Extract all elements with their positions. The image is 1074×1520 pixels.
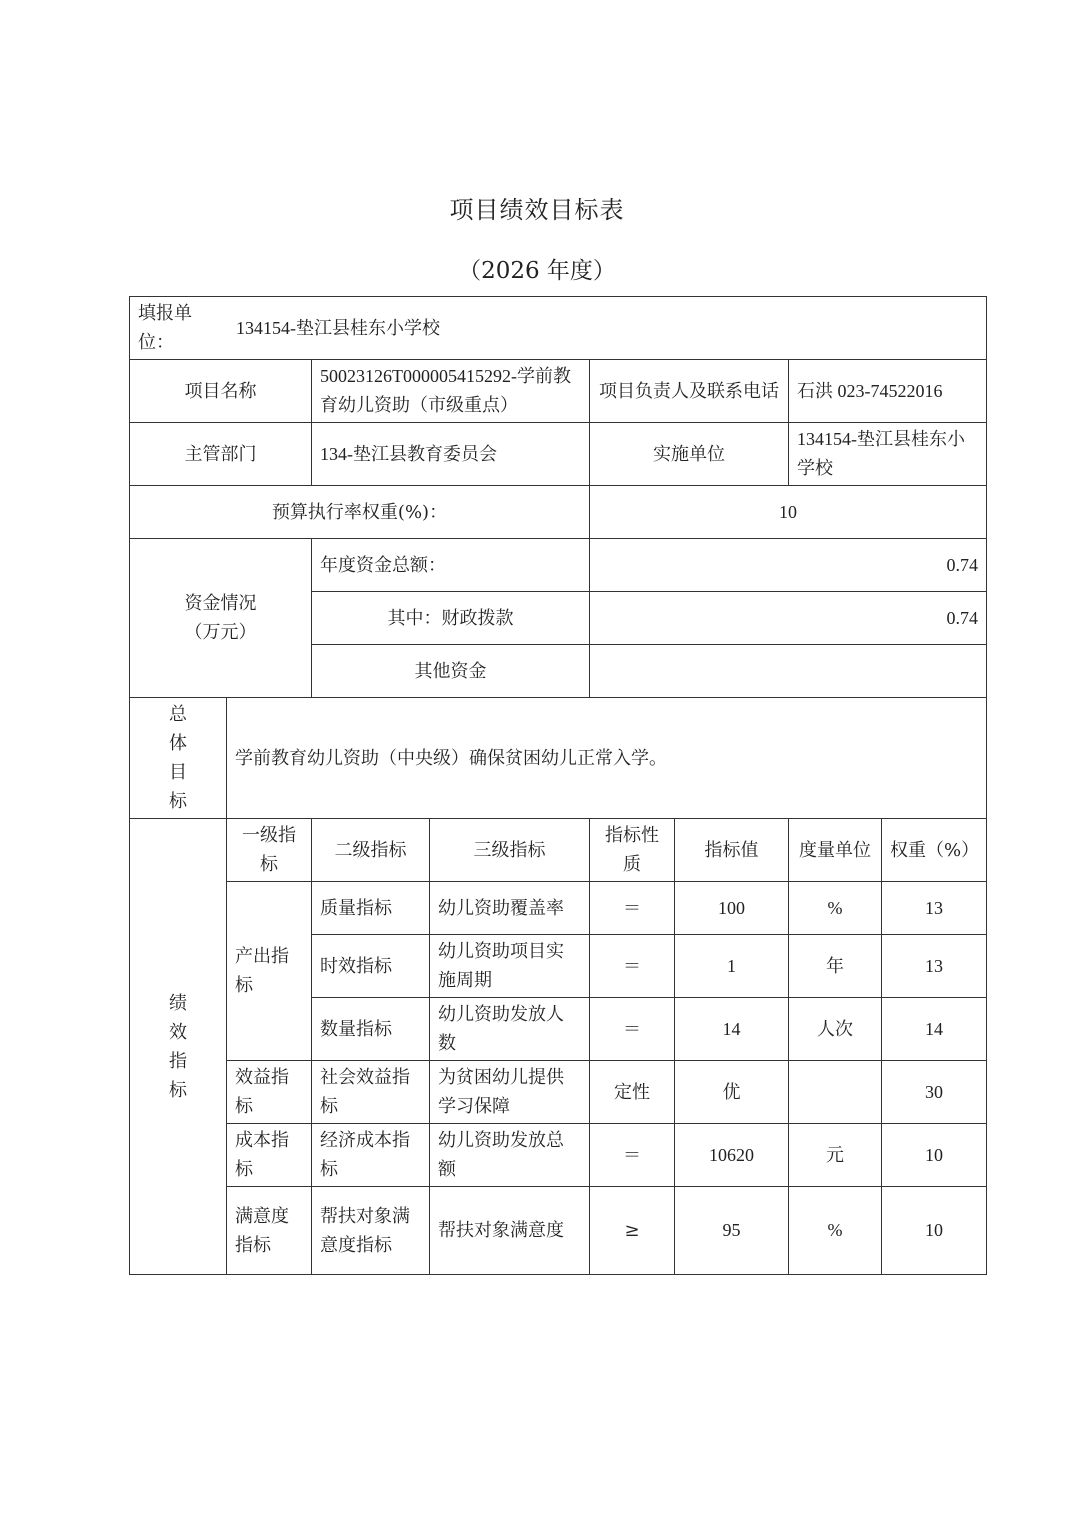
row-weight: 13 — [882, 882, 987, 935]
overall-goal-value: 学前教育幼儿资助（中央级）确保贫困幼儿正常入学。 — [227, 698, 987, 819]
funds-other-value — [590, 645, 987, 698]
header-weight: 权重（%） — [882, 819, 987, 882]
row-level3: 幼儿资助覆盖率 — [430, 882, 590, 935]
row-level2: 帮扶对象满意度指标 — [312, 1187, 430, 1275]
row-level1: 效益指标 — [227, 1061, 312, 1124]
project-name-value: 50023126T000005415292-学前教育幼儿资助（市级重点） — [312, 360, 590, 423]
row-weight: 10 — [882, 1187, 987, 1275]
implementing-unit-value: 134154-垫江县桂东小学校 — [789, 423, 987, 486]
row-value: 100 — [675, 882, 789, 935]
project-leader-value: 石洪 023-74522016 — [789, 360, 987, 423]
overall-goal-label — [130, 698, 227, 819]
header-nature: 指标性质 — [590, 819, 675, 882]
row-department — [130, 423, 987, 486]
row-unit: 元 — [789, 1124, 882, 1187]
funds-other-label: 其他资金 — [312, 645, 590, 698]
page-title: 项目绩效目标表 — [449, 196, 625, 224]
row-level2: 经济成本指标 — [312, 1124, 430, 1187]
table-row — [130, 882, 987, 935]
funds-label-text: 资金情况（万元） — [184, 593, 257, 643]
table-row — [130, 1124, 987, 1187]
department-label: 主管部门 — [130, 423, 312, 486]
row-indicator-header — [130, 819, 987, 882]
header-level3: 三级指标 — [430, 819, 590, 882]
row-level1: 成本指标 — [227, 1124, 312, 1187]
implementing-unit-label: 实施单位 — [590, 423, 789, 486]
budget-rate-label: 预算执行率权重(%)： — [130, 486, 590, 539]
header-level1: 一级指标 — [227, 819, 312, 882]
performance-indicator-label-text: 绩效指标 — [169, 992, 187, 1101]
project-name-label: 项目名称 — [130, 360, 312, 423]
row-level2: 数量指标 — [312, 998, 430, 1061]
header-unit: 度量单位 — [789, 819, 882, 882]
department-value: 134-垫江县教育委员会 — [312, 423, 590, 486]
row-value: 14 — [675, 998, 789, 1061]
header-level2: 二级指标 — [312, 819, 430, 882]
row-nature: 定性 — [590, 1061, 675, 1124]
row-unit: 人次 — [789, 998, 882, 1061]
table-row — [130, 1061, 987, 1124]
row-nature: ＝ — [590, 1124, 675, 1187]
row-level2: 质量指标 — [312, 882, 430, 935]
row-value: 1 — [675, 935, 789, 998]
funds-fiscal-label: 其中：财政拨款 — [312, 592, 590, 645]
fill-unit-cell — [130, 297, 987, 360]
fill-unit-value: 134154-垫江县桂东小学校 — [236, 317, 440, 338]
fill-unit-label: 填报单位： — [138, 303, 192, 353]
header-value: 指标值 — [675, 819, 789, 882]
funds-fiscal-value: 0.74 — [590, 592, 987, 645]
row-unit: % — [789, 882, 882, 935]
overall-goal-label-text: 总体目标 — [169, 704, 187, 812]
row-project-name — [130, 360, 987, 423]
project-leader-label: 项目负责人及联系电话 — [590, 360, 789, 423]
performance-target-table — [129, 296, 987, 1275]
budget-rate-value: 10 — [590, 486, 987, 539]
row-level2: 社会效益指标 — [312, 1061, 430, 1124]
performance-indicator-label — [130, 819, 227, 1275]
row-level3: 幼儿资助发放人数 — [430, 998, 590, 1061]
row-budget-rate — [130, 486, 987, 539]
row-nature: ＝ — [590, 882, 675, 935]
funds-label — [130, 539, 312, 698]
row-value: 95 — [675, 1187, 789, 1275]
row-weight: 10 — [882, 1124, 987, 1187]
row-nature: ＝ — [590, 998, 675, 1061]
row-unit — [789, 1061, 882, 1124]
row-level3: 为贫困幼儿提供学习保障 — [430, 1061, 590, 1124]
row-funds-total — [130, 539, 987, 592]
row-fill-unit — [130, 297, 987, 360]
row-value: 10620 — [675, 1124, 789, 1187]
row-weight: 30 — [882, 1061, 987, 1124]
row-nature: ＝ — [590, 935, 675, 998]
row-overall-goal — [130, 698, 987, 819]
row-unit: % — [789, 1187, 882, 1275]
table-row — [130, 1187, 987, 1275]
page-subtitle-year: （2026 年度） — [458, 258, 616, 284]
row-weight: 14 — [882, 998, 987, 1061]
row-level3: 帮扶对象满意度 — [430, 1187, 590, 1275]
row-level1: 产出指标 — [227, 882, 312, 1061]
row-unit: 年 — [789, 935, 882, 998]
row-level3: 幼儿资助发放总额 — [430, 1124, 590, 1187]
row-weight: 13 — [882, 935, 987, 998]
row-level2: 时效指标 — [312, 935, 430, 998]
funds-total-label: 年度资金总额： — [312, 539, 590, 592]
funds-total-value: 0.74 — [590, 539, 987, 592]
row-nature: ≥ — [590, 1187, 675, 1275]
row-level1: 满意度指标 — [227, 1187, 312, 1275]
row-value: 优 — [675, 1061, 789, 1124]
row-level3: 幼儿资助项目实施周期 — [430, 935, 590, 998]
